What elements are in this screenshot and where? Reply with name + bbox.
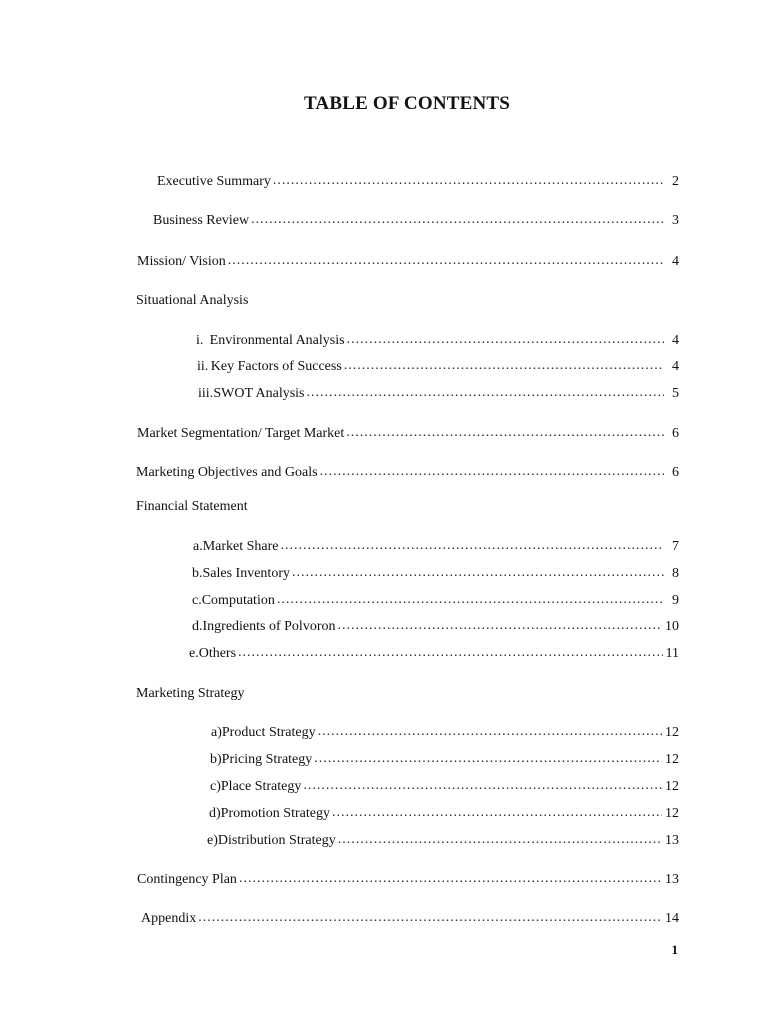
toc-label: Market Share <box>202 539 279 554</box>
toc-page-number: 8 <box>672 566 679 581</box>
toc-page-number: 4 <box>672 333 679 348</box>
toc-entry-environmental-analysis[interactable] <box>196 331 679 351</box>
toc-label: Others <box>198 646 237 661</box>
toc-page-number: 12 <box>665 806 679 821</box>
leader-dots <box>320 462 664 482</box>
toc-label: Promotion Strategy <box>220 806 330 821</box>
toc-entry-product-strategy[interactable] <box>211 723 679 743</box>
toc-label: Marketing Objectives and Goals <box>136 465 318 480</box>
toc-label: Product Strategy <box>221 725 316 740</box>
toc-label: Executive Summary <box>157 174 271 189</box>
toc-marker: b. <box>192 566 203 581</box>
toc-label: Distribution Strategy <box>217 833 336 848</box>
toc-entry-contingency-plan[interactable] <box>137 870 679 890</box>
toc-page-number: 6 <box>672 465 679 480</box>
toc-label: Environmental Analysis <box>209 333 345 348</box>
toc-page-number: 4 <box>672 254 679 269</box>
toc-entry-mission-vision[interactable] <box>137 252 679 272</box>
toc-entry-promotion-strategy[interactable] <box>209 804 679 824</box>
footer-page-number: 1 <box>671 942 678 957</box>
toc-entry-pricing-strategy[interactable] <box>210 750 679 770</box>
toc-marker: a) <box>211 725 222 740</box>
leader-dots <box>346 423 664 443</box>
toc-entry-place-strategy[interactable] <box>210 777 679 797</box>
toc-marker: iii. <box>198 386 214 401</box>
toc-page-number: 13 <box>665 872 679 887</box>
toc-page-number: 9 <box>672 593 679 608</box>
toc-label: Market Segmentation/ Target Market <box>137 426 345 441</box>
toc-page-number: 10 <box>665 619 679 634</box>
toc-label: Sales Inventory <box>202 566 290 581</box>
toc-entry-market-share[interactable] <box>193 537 679 557</box>
toc-section-heading-situational-analysis[interactable]: Situational Analysis <box>136 293 249 308</box>
toc-entry-executive-summary[interactable] <box>157 172 679 192</box>
toc-label: SWOT Analysis <box>213 386 305 401</box>
toc-marker: i. <box>196 333 204 348</box>
toc-section-heading-marketing-strategy[interactable]: Marketing Strategy <box>136 686 245 701</box>
toc-entry-market-segmentation[interactable] <box>137 424 679 444</box>
toc-entry-business-review[interactable] <box>153 211 679 231</box>
leader-dots <box>332 803 662 823</box>
toc-label: Computation <box>201 593 275 608</box>
toc-entry-sales-inventory[interactable] <box>192 564 679 584</box>
page-title: TABLE OF CONTENTS <box>303 93 511 114</box>
toc-label: Contingency Plan <box>137 872 237 887</box>
toc-page-number: 7 <box>672 539 679 554</box>
toc-marker: a. <box>193 539 203 554</box>
toc-page-number: 12 <box>665 779 679 794</box>
toc-entry-distribution-strategy[interactable] <box>207 831 679 851</box>
leader-dots <box>281 536 664 556</box>
toc-page-number: 12 <box>665 752 679 767</box>
leader-dots <box>198 908 662 928</box>
toc-label: Key Factors of Success <box>210 359 342 374</box>
leader-dots <box>338 830 662 850</box>
leader-dots <box>251 210 664 230</box>
toc-marker: e) <box>207 833 218 848</box>
toc-marker: d) <box>209 806 221 821</box>
leader-dots <box>337 616 662 636</box>
toc-section-heading-financial-statement[interactable]: Financial Statement <box>136 499 248 514</box>
toc-label: Place Strategy <box>220 779 302 794</box>
toc-marker: b) <box>210 752 222 767</box>
toc-label: Appendix <box>141 911 197 926</box>
toc-marker: e. <box>189 646 199 661</box>
toc-entry-others[interactable] <box>189 644 679 664</box>
toc-entry-computation[interactable] <box>192 591 679 611</box>
leader-dots <box>238 643 662 663</box>
leader-dots <box>277 590 664 610</box>
toc-page-number: 11 <box>665 646 679 661</box>
leader-dots <box>228 251 664 271</box>
toc-marker: ii. <box>197 359 209 374</box>
leader-dots <box>273 171 664 191</box>
toc-entry-swot-analysis[interactable] <box>198 384 679 404</box>
toc-page-number: 14 <box>665 911 679 926</box>
toc-marker: d. <box>192 619 203 634</box>
leader-dots <box>307 383 665 403</box>
leader-dots <box>303 776 662 796</box>
toc-page-number: 12 <box>665 725 679 740</box>
toc-entry-ingredients[interactable] <box>192 617 679 637</box>
toc-marker: c) <box>210 779 221 794</box>
toc-marker: c. <box>192 593 202 608</box>
toc-entry-key-factors[interactable] <box>197 357 679 377</box>
leader-dots <box>314 749 662 769</box>
toc-label: Ingredients of Polvoron <box>202 619 336 634</box>
leader-dots <box>347 330 664 350</box>
toc-label: Business Review <box>153 213 250 228</box>
toc-page-number: 13 <box>665 833 679 848</box>
toc-page-number: 2 <box>672 174 679 189</box>
toc-entry-marketing-objectives[interactable] <box>136 463 679 483</box>
leader-dots <box>239 869 662 889</box>
toc-label: Pricing Strategy <box>221 752 313 767</box>
toc-page-number: 4 <box>672 359 679 374</box>
leader-dots <box>344 356 664 376</box>
toc-page-number: 3 <box>672 213 679 228</box>
toc-entry-appendix[interactable] <box>141 909 679 929</box>
toc-label: Mission/ Vision <box>137 254 226 269</box>
leader-dots <box>292 563 664 583</box>
toc-page-number: 6 <box>672 426 679 441</box>
leader-dots <box>318 722 662 742</box>
toc-page-number: 5 <box>672 386 679 401</box>
